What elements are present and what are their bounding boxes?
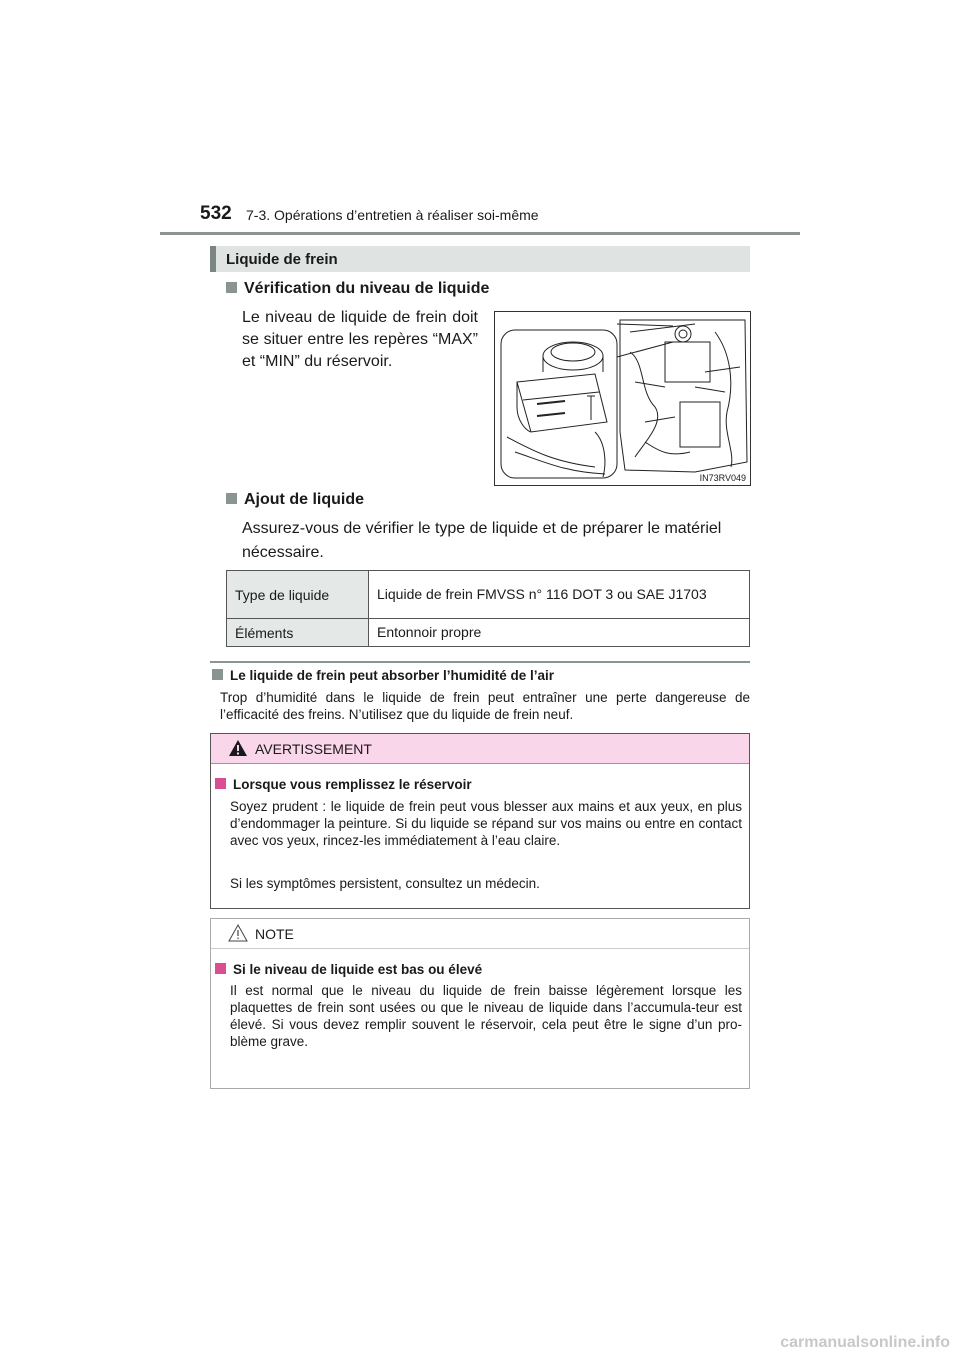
bullet-square-icon (226, 282, 237, 293)
notice-heading (215, 962, 482, 977)
notice-text: Il est normal que le niveau du liquide de frein baisse légèrement lorsque les plaquettes de frein sont usées ou que le niveau de liquide dans l’accumula-teur est élevé. Si vous devez remplir souvent le réservoir, cela peut être le signe d’un pro-blème grave. (230, 983, 742, 1049)
section-title: Liquide de frein (226, 251, 338, 268)
watermark: carmanualsonline.info (780, 1334, 950, 1351)
check-heading-text: Vérification du niveau de liquide (244, 280, 490, 297)
brake-fluid-reservoir-illustration (494, 311, 751, 486)
note-heading (212, 668, 554, 683)
header-rule (160, 232, 800, 235)
section-title-bar (210, 246, 750, 272)
warning-header (211, 734, 749, 764)
table-row (227, 619, 750, 647)
warning-triangle-icon (228, 739, 248, 757)
warning-title: AVERTISSEMENT (255, 741, 372, 757)
table-cell-value: Entonnoir propre (369, 619, 750, 647)
add-heading-text: Ajout de liquide (244, 491, 364, 508)
table-row (227, 571, 750, 619)
check-text: Le niveau de liquide de frein doit se situer entre les repères “MAX” et “MIN” du réservoir. (242, 309, 478, 370)
warning-text-2: Si les symptômes persistent, consultez un médecin. (230, 876, 540, 891)
table-cell-label: Éléments (227, 619, 369, 647)
warning-box (210, 733, 750, 909)
bullet-square-icon (215, 963, 226, 974)
section-label: 7-3. Opérations d’entretien à réaliser soi-même (246, 207, 539, 223)
fluid-info-table (226, 570, 750, 647)
notice-heading-text: Si le niveau de liquide est bas ou élevé (233, 962, 483, 977)
bullet-square-icon (226, 493, 237, 504)
section-title-accent (210, 246, 216, 272)
illustration-code: IN73RV049 (699, 473, 746, 483)
divider (210, 661, 750, 663)
table-cell-label: Type de liquide (227, 571, 369, 619)
add-text: Assurez-vous de vérifier le type de liquide et de préparer le matériel nécessaire. (242, 520, 722, 561)
caution-triangle-icon (228, 924, 248, 942)
add-heading (226, 491, 364, 509)
notice-title: NOTE (255, 926, 294, 942)
warning-heading (215, 777, 472, 792)
note-text: Trop d’humidité dans le liquide de frein peut entraîner une perte dangereuse de l’efficacité des freins. N’utilisez que du liquide de frein neuf. (220, 690, 750, 722)
warning-text: Soyez prudent : le liquide de frein peut vous blesser aux mains et aux yeux, en plus d’endommager la peinture. Si du liquide se répand sur vos mains ou entre en contact avec vos yeux, rincez-les immédiatement à l’eau claire. (230, 799, 742, 848)
bullet-square-icon (215, 778, 226, 789)
engine-bay-drawing (495, 312, 750, 485)
note-heading-text: Le liquide de frein peut absorber l’humidité de l’air (230, 668, 555, 683)
check-heading (226, 280, 489, 298)
warning-heading-text: Lorsque vous remplissez le réservoir (233, 777, 472, 792)
notice-box (210, 918, 750, 1089)
page-number: 532 (200, 203, 232, 224)
table-cell-value: Liquide de frein FMVSS n° 116 DOT 3 ou SAE J1703 (369, 571, 750, 619)
notice-header (211, 919, 749, 949)
bullet-square-icon (212, 669, 223, 680)
